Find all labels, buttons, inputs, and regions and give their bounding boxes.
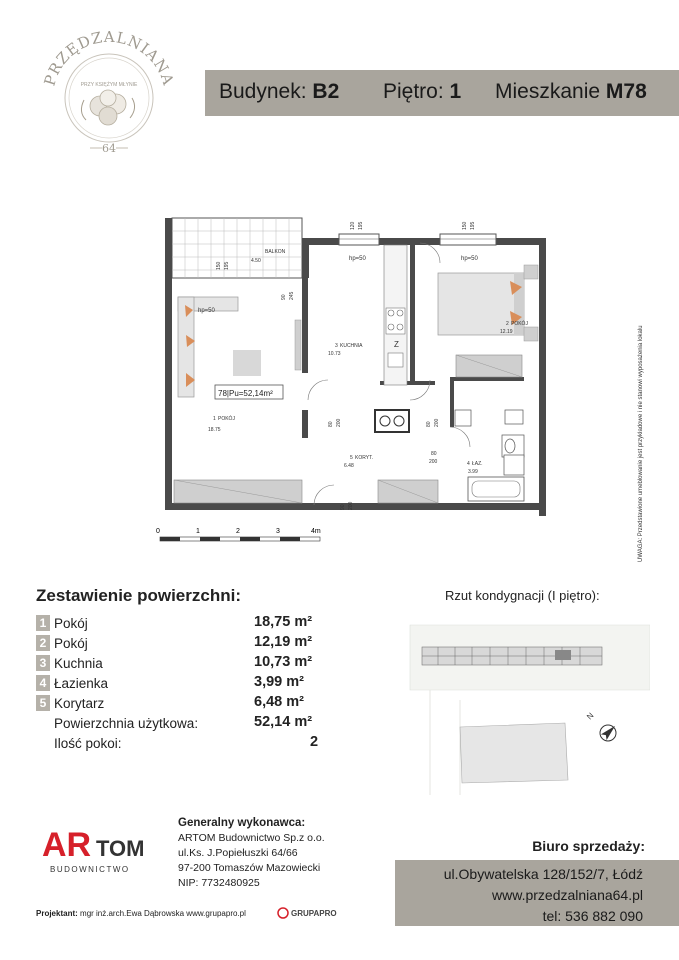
balcony-label: BALKON	[265, 249, 286, 255]
summary-title: Zestawienie powierzchni:	[36, 586, 241, 605]
apartment-tag: 78|Pu=52,14m²	[218, 389, 273, 398]
hp-kitchen: hp=50	[349, 256, 366, 262]
summary-row: 5 Korytarz 6,48 m²	[36, 693, 356, 713]
kitchen-z: Z	[394, 340, 399, 349]
bed	[438, 265, 538, 341]
balcony	[172, 218, 302, 278]
building-footprint	[422, 647, 602, 665]
svg-text:2: 2	[236, 528, 240, 535]
svg-text:120: 120	[350, 221, 356, 230]
scale-bar	[156, 528, 321, 541]
svg-text:4m: 4m	[311, 528, 321, 535]
svg-text:TOM: TOM	[96, 836, 145, 861]
apartment-info: Mieszkanie M78	[495, 80, 647, 103]
room1-area: 18.75	[208, 427, 221, 433]
area-summary	[36, 586, 356, 753]
brand-name: PRZĘDZALNIANA	[40, 27, 178, 88]
sales-address: ul.Obywatelska 128/152/7, Łódź	[443, 866, 643, 882]
svg-text:200: 200	[336, 418, 342, 427]
kitchen-area: 10.73	[328, 351, 341, 357]
room1-label: POKÓJ	[218, 416, 235, 422]
balcony-area: 4.50	[251, 258, 261, 264]
brand-tagline: PRZY KSIĘŻYM MŁYNIE	[80, 82, 138, 88]
svg-text:AR: AR	[42, 826, 92, 864]
brand-number: 64	[102, 142, 116, 155]
site-plan	[400, 605, 650, 805]
svg-text:GRUPAPRO: GRUPAPRO	[291, 909, 337, 918]
tv-cabinet	[295, 320, 301, 370]
room2-num: 2	[506, 321, 509, 327]
bath-label: ŁAZ.	[472, 461, 483, 467]
svg-text:195: 195	[224, 261, 230, 270]
svg-text:1: 1	[196, 528, 200, 535]
svg-text:150: 150	[216, 261, 222, 270]
svg-text:90: 90	[340, 504, 346, 510]
bath-num: 4	[467, 461, 470, 467]
floor-plan-title: Rzut kondygnacji (I piętro):	[445, 588, 600, 603]
kitchen-label: KUCHNIA	[340, 343, 363, 349]
room2-area: 12.19	[500, 329, 513, 335]
svg-text:150: 150	[462, 221, 468, 230]
designer-credit: Projektant: mgr inż.arch.Ewa Dąbrowska www.grupapro.pl	[36, 909, 246, 918]
summary-row: 2 Pokój 12,19 m²	[36, 633, 356, 653]
floor-info: Piętro: 1	[383, 80, 462, 103]
svg-text:80: 80	[328, 421, 334, 427]
sales-heading: Biuro sprzedaży:	[532, 838, 645, 854]
utility-box	[375, 410, 409, 432]
general-contractor: Generalny wykonawca: ARTOM Budownictwo Sp.z o.o. ul.Ks. J.Popiełuszki 64/66 97-200 Tomaszów Mazowiecki NIP: 7732480925	[178, 817, 325, 889]
cotton-flower-icon	[81, 90, 134, 125]
grupapro-logo	[276, 903, 346, 923]
room1-num: 1	[213, 416, 216, 422]
svg-text:N: N	[585, 710, 596, 722]
svg-text:195: 195	[470, 221, 476, 230]
room2-label: POKÓJ	[511, 321, 528, 327]
hp-room1: hp=50	[198, 308, 215, 314]
total-area-row: Powierzchnia użytkowa: 52,14 m²	[54, 714, 313, 731]
svg-text:0: 0	[156, 528, 160, 535]
svg-text:80: 80	[431, 451, 437, 457]
summary-row: 3 Kuchnia 10,73 m²	[36, 653, 356, 673]
hp-room2: hp=50	[461, 256, 478, 262]
svg-text:200: 200	[348, 501, 354, 510]
kitchen-num: 3	[335, 343, 338, 349]
coffee-table	[233, 350, 261, 376]
room-count-row: Ilość pokoi: 2	[54, 734, 319, 751]
sales-website[interactable]: www.przedzalniana64.pl	[492, 887, 643, 903]
floor-plan	[150, 205, 560, 545]
bathroom-fixtures	[455, 410, 524, 501]
przedzalniana-logo	[28, 20, 190, 168]
corridor-num: 5	[350, 455, 353, 461]
svg-text:3: 3	[276, 528, 280, 535]
svg-text:200: 200	[434, 418, 440, 427]
svg-text:195: 195	[358, 221, 364, 230]
sales-phone[interactable]: tel: 536 882 090	[542, 908, 643, 924]
bath-area: 3.99	[468, 469, 478, 475]
compass-north-icon	[597, 720, 621, 744]
building-info: Budynek: B2	[219, 80, 340, 103]
svg-text:245: 245	[289, 291, 295, 300]
summary-row: 4 Łazienka 3,99 m²	[36, 673, 356, 693]
corridor-area: 6.48	[344, 463, 354, 469]
disclaimer-note	[632, 232, 646, 562]
header-band	[205, 70, 679, 116]
svg-text:80: 80	[426, 421, 432, 427]
svg-text:UWAGA: Przedstawione umeblowan: UWAGA: Przedstawione umeblowanie jest przykładowe i nie stanowi wyposażenia lokalu	[638, 325, 644, 562]
svg-text:200: 200	[429, 459, 438, 465]
kitchen-counter	[384, 245, 407, 385]
corridor-label: KORYT.	[355, 455, 373, 461]
summary-row: 1 Pokój 18,75 m²	[36, 613, 356, 633]
svg-text:90: 90	[281, 294, 287, 300]
svg-text:BUDOWNICTWO: BUDOWNICTWO	[50, 865, 130, 874]
